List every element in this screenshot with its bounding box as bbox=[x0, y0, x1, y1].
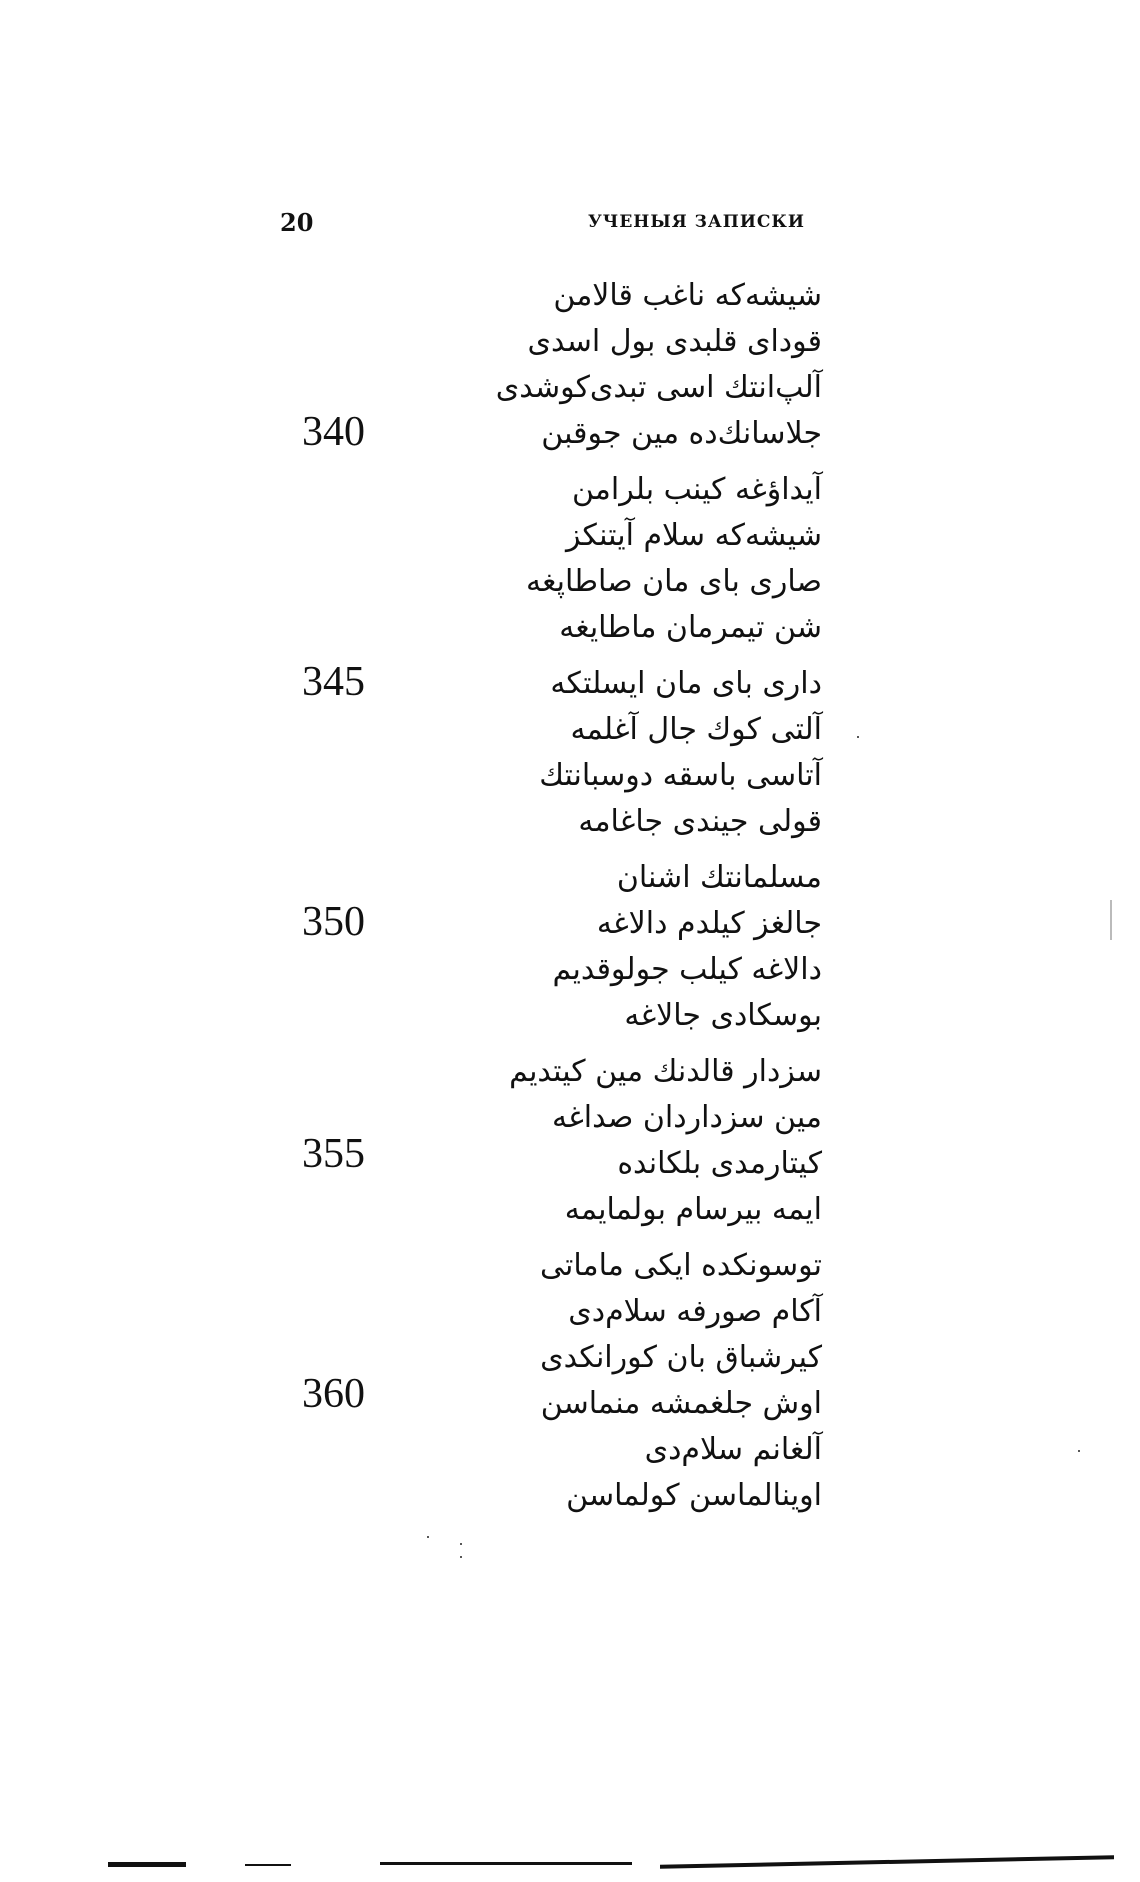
speck bbox=[427, 1536, 429, 1538]
verse-line: مسلمانتك اشنان bbox=[616, 860, 822, 895]
verse-line: کیتارمدی بلکانده bbox=[617, 1146, 822, 1181]
verse-line: صاری بای مان صاطاپغه bbox=[526, 564, 822, 599]
verse-line: شن تیمرمان ماطایغه bbox=[559, 610, 822, 645]
verse-line: قولی جیندی جاغامه bbox=[578, 804, 822, 839]
scan-edge-mark bbox=[1110, 900, 1112, 940]
verse-line: توسونکده ایکی ماماتی bbox=[540, 1248, 822, 1283]
verse-line: آیدا‌ؤغه کینب بلرامن bbox=[571, 472, 822, 507]
page-number: 20 bbox=[280, 208, 314, 237]
verse-line: سزدار قالدنك مین کیتدیم bbox=[509, 1054, 822, 1089]
running-head: УЧЕНЫЯ ЗАПИСКИ bbox=[588, 212, 805, 232]
verse-line: ایمه بیرسام بولمایمه bbox=[564, 1192, 822, 1227]
verse-line: جالغز کیلدم دالاغه bbox=[596, 906, 822, 941]
line-number: 340 bbox=[302, 409, 365, 455]
line-number: 360 bbox=[302, 1371, 365, 1417]
verse-line: کیرشباق بان کورانکدی bbox=[540, 1340, 822, 1375]
verse-line: آلپ‌انتك اسی تبدی‌کوشدی bbox=[495, 370, 822, 405]
verse-line: شیشه‌که ناغب قالامن bbox=[553, 278, 822, 313]
verse-line: جلاسانك‌ده مین جوقبن bbox=[541, 416, 822, 451]
verse-line: داری بای مان ایسلتکه bbox=[550, 666, 822, 701]
dash-rule bbox=[245, 1864, 291, 1866]
bottom-rule bbox=[380, 1862, 632, 1865]
line-number: 345 bbox=[302, 659, 365, 705]
speck bbox=[460, 1556, 462, 1558]
verse-line: آتاسی باسقه دوسبانتك bbox=[539, 758, 822, 793]
verse-line: مین سزداردان صداغه bbox=[552, 1100, 822, 1135]
verse-line: قودای قلبدی بول اسدی bbox=[527, 324, 822, 359]
line-number: 355 bbox=[302, 1131, 365, 1177]
verse-line: آلغانم سلام‌دی bbox=[644, 1432, 822, 1467]
verse-line: بوسکادی جالاغه bbox=[624, 998, 822, 1033]
speck bbox=[460, 1543, 462, 1545]
verse-line: اوش جلغمشه منماسن bbox=[540, 1386, 822, 1421]
verse-line: آکام صورفه سلام‌دی bbox=[568, 1294, 822, 1329]
line-number: 350 bbox=[302, 899, 365, 945]
speck bbox=[857, 736, 859, 738]
scan-mark bbox=[108, 1862, 186, 1867]
bottom-rule-tail bbox=[660, 1855, 1114, 1869]
speck bbox=[1078, 1450, 1080, 1452]
verse-line: دالاغه کیلب جولوقدیم bbox=[552, 952, 822, 987]
verse-line: شیشه‌که سلام آیتنکز bbox=[566, 518, 822, 553]
verse-line: اوینالماسن کولماسن bbox=[566, 1478, 822, 1513]
verse-line: آلتی کوك جال آغلمه bbox=[570, 712, 822, 747]
